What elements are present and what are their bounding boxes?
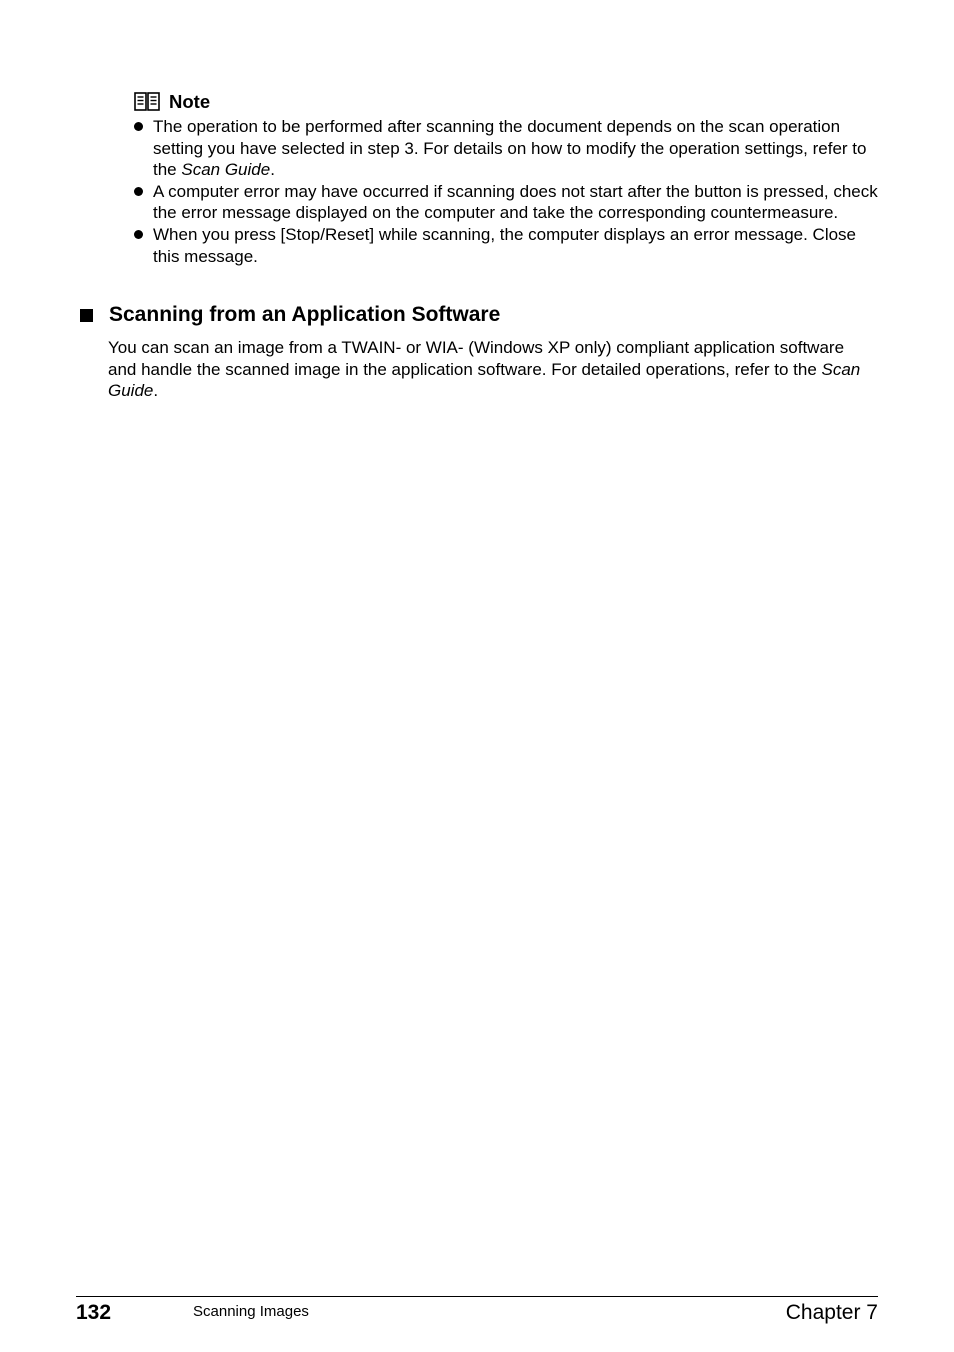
chapter-label: Chapter 7 xyxy=(785,1301,878,1324)
note-item: When you press [Stop/Reset] while scanning, the computer displays an error message. Close this message. xyxy=(134,224,884,267)
note-item: The operation to be performed after scanning the document depends on the scan operation setting you have selected in step 3. For details on how to modify the operation settings, refer to the Scan Guide. xyxy=(134,116,884,181)
section-title: Scanning from an Application Software xyxy=(109,303,501,326)
note-title: Note xyxy=(169,91,211,112)
page-number: 132 xyxy=(76,1301,112,1324)
footer-section-name: Scanning Images xyxy=(193,1303,309,1320)
note-item: A computer error may have occurred if scanning does not start after the button is pressed, check the error message displayed on the computer and take the corresponding countermeasure. xyxy=(134,181,884,224)
note-book-icon xyxy=(134,92,160,112)
section-header xyxy=(80,302,500,328)
note-list xyxy=(134,116,884,267)
section-body: You can scan an image from a TWAIN- or WIA- (Windows XP only) compliant application software and handle the scanned image in the application software. For detailed operations, refer to the Scan Guide. xyxy=(108,338,861,401)
note-header xyxy=(134,91,210,113)
footer-divider xyxy=(76,1296,878,1297)
square-bullet-icon xyxy=(80,309,93,322)
